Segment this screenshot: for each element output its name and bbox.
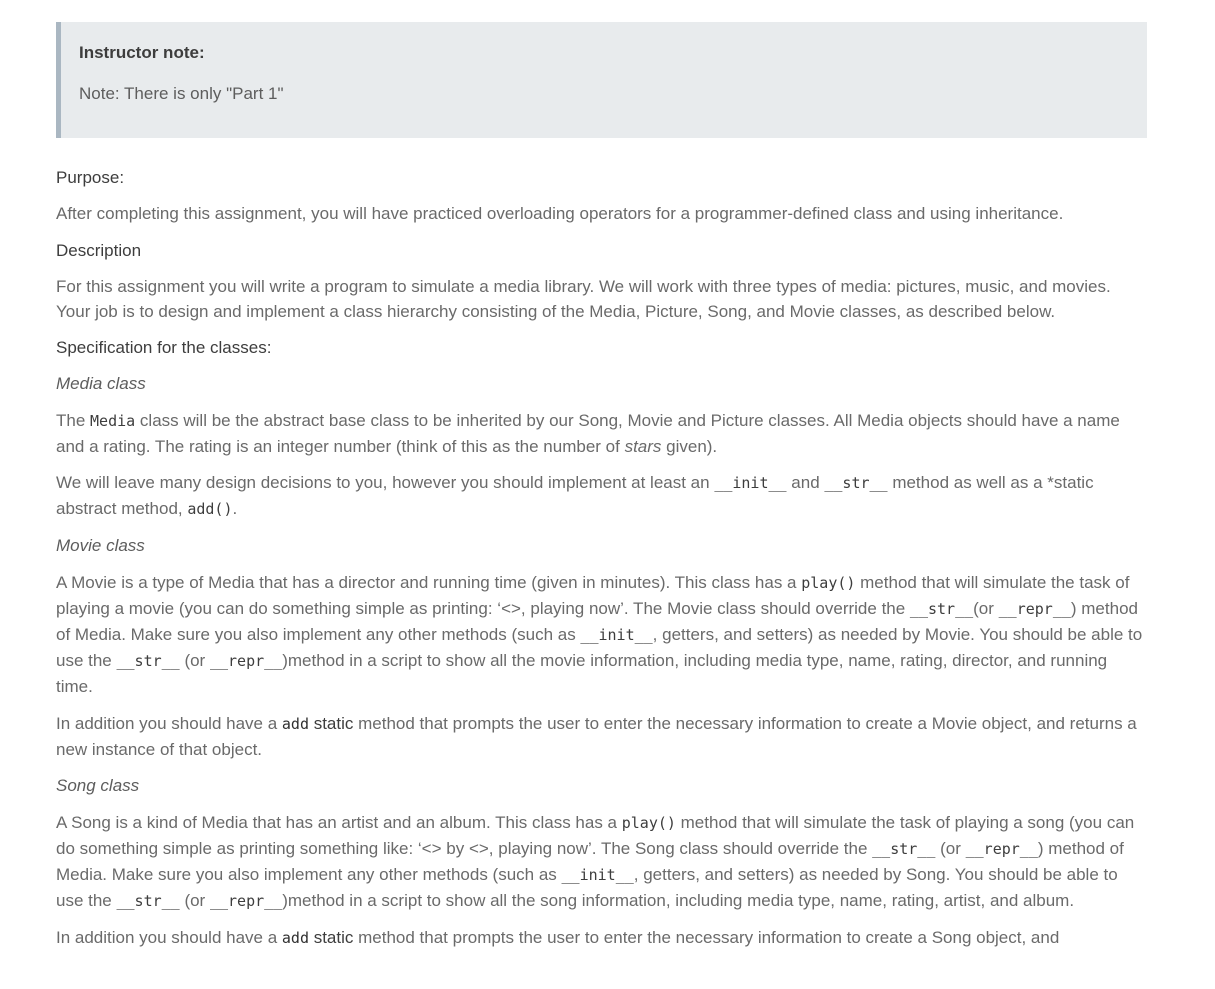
movie-paragraph-1: A Movie is a type of Media that has a director and running time (given in minutes). This class has a play() method that will simulate the task of playing a movie (you can do something simple as printing: ‘<>, playing now’. The Movie class should override the __str__(or __repr__) method of Media. Make sure you also implement any other methods (such as __init__, getters, and setters) as needed by Movie. You should be able to use the __str__ (or __repr__)method in a script to show all the movie information, including media type, name, rating, director, and running time. [56, 573, 1143, 696]
instructor-note-text: Note: There is only "Part 1" [79, 84, 284, 103]
instructor-note-title: Instructor note: [79, 43, 205, 62]
song-paragraph-2: In addition you should have a add static method that prompts the user to enter the necessary information to create a Song object, and [56, 928, 1060, 947]
description-heading: Description [56, 241, 142, 260]
movie-paragraph-2: In addition you should have a add static method that prompts the user to enter the necessary information to create a Movie object, and returns a new instance of that object. [56, 714, 1137, 759]
media-class-heading: Media class [56, 374, 146, 393]
instructor-note-box [56, 22, 1147, 138]
spec-heading: Specification for the classes: [56, 338, 272, 357]
media-paragraph-2: We will leave many design decisions to you, however you should implement at least an __init__ and __str__ method as well as a *static abstract method, add(). [56, 473, 1094, 518]
description-text: For this assignment you will write a program to simulate a media library. We will work with three types of media: pictures, music, and movies. Your job is to design and implement a class hierarchy consisting of the Media, Picture, Song, and Movie classes, as described below. [56, 277, 1111, 321]
purpose-text: After completing this assignment, you will have practiced overloading operators for a programmer-defined class and using inheritance. [56, 204, 1064, 223]
media-code: Media [90, 412, 136, 430]
song-paragraph-1: A Song is a kind of Media that has an artist and an album. This class has a play() method that will simulate the task of playing a song (you can do something simple as printing something like: ‘<> by <>, playing now’. The Song class should override the __str__ (or __repr__) method of Media. Make sure you also implement any other methods (such as __init__, getters, and setters) as needed by Song. You should be able to use the __str__ (or __repr__)method in a script to show all the song information, including media type, name, rating, artist, and album. [56, 813, 1135, 910]
media-paragraph-1: The Media class will be the abstract base class to be inherited by our Song, Movie and Picture classes. All Media objects should have a name and a rating. The rating is an integer number (think of this as the number of stars given). [56, 411, 1120, 456]
movie-class-heading: Movie class [56, 536, 145, 555]
purpose-heading: Purpose: [56, 168, 125, 187]
song-class-heading: Song class [56, 776, 140, 795]
